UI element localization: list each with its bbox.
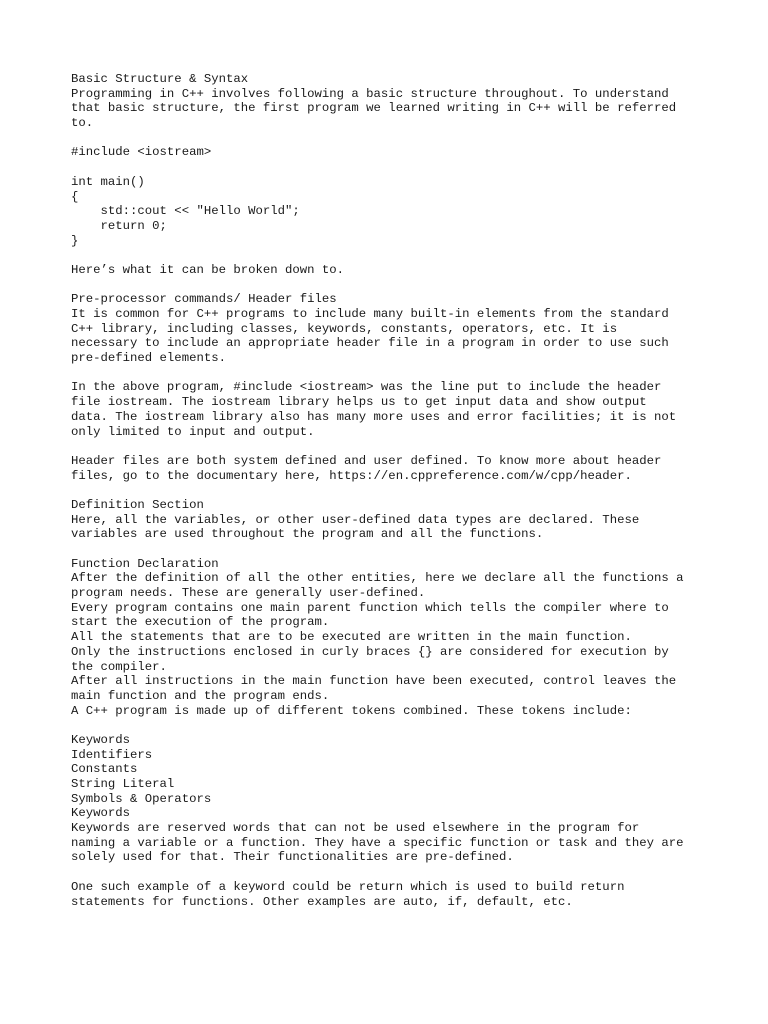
text-line: std::cout << "Hello World";: [71, 204, 300, 219]
text-line: Only the instructions enclosed in curly braces {} are considered for execution by: [71, 644, 669, 659]
blank-line: [71, 483, 731, 498]
text-line: Every program contains one main parent function which tells the compiler where to: [71, 600, 669, 615]
text-line: naming a variable or a function. They have a specific function or task and they are: [71, 835, 684, 850]
text-line: Header files are both system defined and user defined. To know more about header: [71, 453, 662, 468]
text-line: solely used for that. Their functionalities are pre-defined.: [71, 850, 514, 865]
text-line: main function and the program ends.: [71, 688, 330, 703]
text-line: In the above program, #include <iostream> was the line put to include the header: [71, 380, 662, 395]
document-page: [71, 72, 731, 909]
blank-line: [71, 278, 731, 293]
text-line: files, go to the documentary here, https://en.cppreference.com/w/cpp/header.: [71, 468, 632, 483]
text-line: to.: [71, 116, 94, 131]
text-line: #include <iostream>: [71, 145, 212, 160]
text-line: {: [71, 189, 79, 204]
text-line: start the execution of the program.: [71, 615, 330, 630]
text-line: It is common for C++ programs to include many built-in elements from the standard: [71, 307, 669, 321]
text-line: necessary to include an appropriate header file in a program in order to use such: [71, 336, 669, 351]
text-line: int main(): [71, 174, 145, 189]
text-line: program needs. These are generally user-defined.: [71, 586, 426, 601]
text-line: pre-defined elements.: [71, 351, 226, 366]
text-line: variables are used throughout the program and all the functions.: [71, 527, 544, 542]
blank-line: [71, 160, 731, 175]
text-line: After the definition of all the other entities, here we declare all the functions a: [71, 571, 684, 586]
text-line: All the statements that are to be executed are written in the main function.: [71, 630, 632, 645]
text-line: that basic structure, the first program we learned writing in C++ will be referred: [71, 101, 677, 116]
text-line: Keywords: [71, 732, 131, 747]
blank-line: [71, 542, 731, 557]
text-line: statements for functions. Other examples are auto, if, default, etc.: [71, 894, 573, 909]
text-line: After all instructions in the main function have been executed, control leaves the: [71, 674, 677, 689]
text-line: only limited to input and output.: [71, 424, 315, 439]
text-line: Programming in C++ involves following a basic structure throughout. To understand: [71, 86, 669, 101]
blank-line: [71, 366, 731, 381]
text-line: C++ library, including classes, keywords, constants, operators, etc. It is: [71, 321, 618, 336]
text-line: the compiler.: [71, 659, 167, 674]
blank-line: [71, 248, 731, 263]
text-line: Keywords are reserved words that can not be used elsewhere in the program for: [71, 821, 640, 836]
text-line: Keywords: [71, 806, 131, 821]
text-line: Basic Structure & Syntax: [71, 72, 249, 86]
text-line: A C++ program is made up of different tokens combined. These tokens include:: [71, 703, 632, 718]
text-line: Constants: [71, 762, 138, 777]
text-line: file iostream. The iostream library helps us to get input data and show output: [71, 395, 647, 410]
text-line: Identifiers: [71, 747, 153, 762]
blank-line: [71, 439, 731, 454]
text-line: Here, all the variables, or other user-defined data types are declared. These: [71, 512, 640, 527]
text-line: Here’s what it can be broken down to.: [71, 262, 345, 277]
text-line: return 0;: [71, 218, 167, 233]
text-line: Definition Section: [71, 497, 204, 512]
text-line: Pre-processor commands/ Header files: [71, 292, 337, 307]
text-line: One such example of a keyword could be return which is used to build return: [71, 879, 625, 894]
text-line: Function Declaration: [71, 556, 219, 571]
text-line: Symbols & Operators: [71, 791, 212, 806]
blank-line: [71, 865, 731, 880]
text-line: String Literal: [71, 777, 175, 791]
text-line: }: [71, 233, 79, 248]
text-line: data. The iostream library also has many more uses and error facilities; it is not: [71, 409, 677, 424]
blank-line: [71, 718, 731, 733]
blank-line: [71, 131, 731, 146]
